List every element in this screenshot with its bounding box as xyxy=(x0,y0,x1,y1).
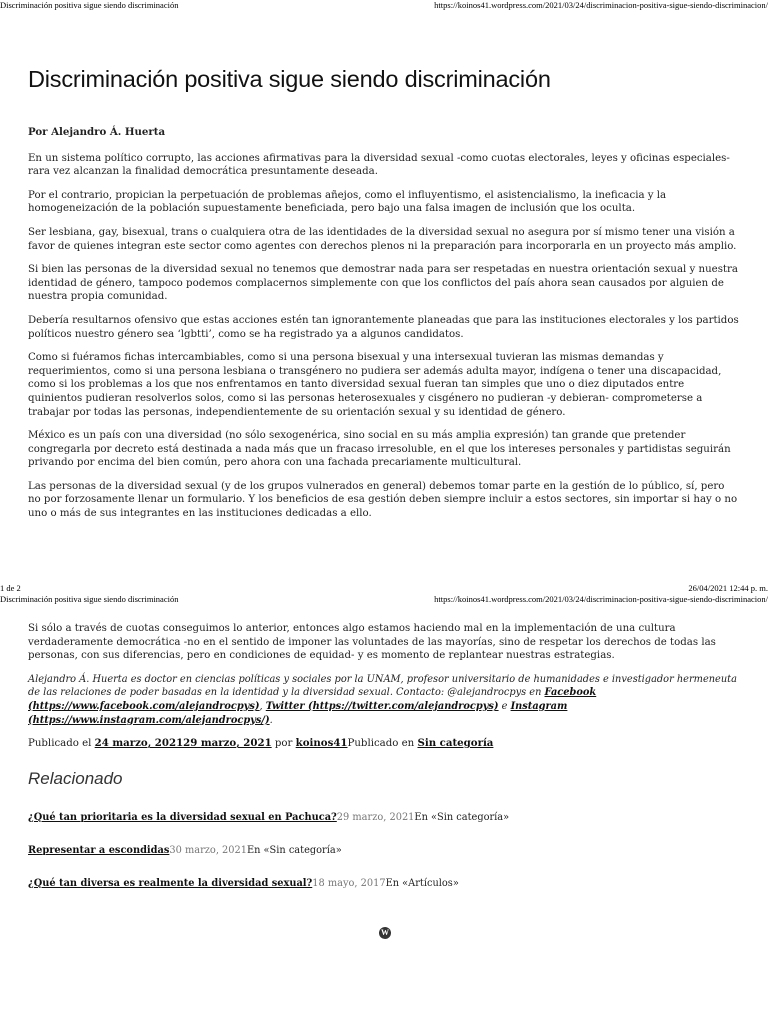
related-item-date: 18 mayo, 2017 xyxy=(312,877,386,889)
author-bio xyxy=(28,673,740,727)
category-prefix: Publicado en xyxy=(347,738,418,750)
related-item-category: En «Artículos» xyxy=(385,877,459,889)
published-prefix: Publicado el xyxy=(28,738,95,750)
article-body-page1 xyxy=(28,126,740,531)
related-item xyxy=(28,811,740,824)
bio-text: Alejandro Á. Huerta es doctor en ciencias políticas y sociales por la UNAM, profesor universitario de humanidades e investigador hermeneuta de las relaciones de poder basadas en la identidad y la diversidad sexual. Contacto: @alejandrocpys en xyxy=(28,673,737,699)
related-item xyxy=(28,844,740,857)
related-item xyxy=(28,877,740,890)
print-header-url: https://koinos41.wordpress.com/2021/03/24/discriminacion-positiva-sigue-siendo-discriminacion/ xyxy=(434,594,768,604)
paragraph-6: Como si fuéramos fichas intercambiables, como si una persona bisexual y una intersexual tuvieran las mismas demandas y requerimientos, como si una persona lesbiana o transgénero no pudiera ser además adulta mayor, indígena o tener una discapacidad, como si los problemas a los que nos enfrentamos en tanto diversidad sexual fueran tan simples que uno o diez diputados entre quinientos pudieran resolverlos solos, como si las personas heterosexuales y cisgénero no pudieran -y debieran- comprometerse a trabajar por todas las personas, independientemente de su orientación sexual y su identidad de género. xyxy=(28,352,722,418)
related-item-category: En «Sin categoría» xyxy=(414,811,510,823)
category-link[interactable]: Sin categoría xyxy=(417,737,494,750)
bio-separator: , xyxy=(259,700,266,712)
bio-end: . xyxy=(269,714,273,726)
instagram-link[interactable]: Instagram (https://www.instagram.com/alejandrocpys/) xyxy=(28,700,568,726)
print-datetime: 26/04/2021 12:44 p. m. xyxy=(688,583,768,593)
paragraph-1: En un sistema político corrupto, las acciones afirmativas para la diversidad sexual -como cuotas electorales, leyes y oficinas especiales- rara vez alcanzan la finalidad democrática presuntamente deseada. xyxy=(28,152,730,178)
related-item-date: 30 marzo, 2021 xyxy=(169,844,247,856)
paragraph-9: Si sólo a través de cuotas conseguimos lo anterior, entonces algo estamos haciendo mal en la implementación de una cultura verdaderamente democrática -no en el sentido de imponer las voluntades de las mayorías, sino de respetar los derechos de todas las personas, con sus diferencias, pero en condiciones de equidad- y es momento de replantear nuestras estrategias. xyxy=(28,623,716,662)
wordpress-icon[interactable]: W xyxy=(381,928,389,937)
print-header-title: Discriminación positiva sigue siendo discriminación xyxy=(0,0,179,10)
print-header-url: https://koinos41.wordpress.com/2021/03/24/discriminacion-positiva-sigue-siendo-discriminacion/ xyxy=(434,0,768,10)
article-title: Discriminación positiva sigue siendo discriminación xyxy=(28,66,551,92)
article-author: Por Alejandro Á. Huerta xyxy=(28,126,166,138)
paragraph-3: Ser lesbiana, gay, bisexual, trans o cualquiera otra de las identidades de la diversidad sexual no asegura por sí mismo tener una visión a favor de quienes integran este sector como agentes con derechos plenos ni la preparación para incorporarla en un proyecto más amplio. xyxy=(28,226,737,252)
post-date-link[interactable]: 24 marzo, 202129 marzo, 2021 xyxy=(94,737,272,750)
post-meta xyxy=(28,737,740,751)
paragraph-5: Debería resultarnos ofensivo que estas acciones estén tan ignorantemente planeadas que para las instituciones electorales y los partidos políticos nuestro género sea ‘lgbtti’, como se ha registrado ya a algunos candidatos. xyxy=(28,314,739,340)
by-text: por xyxy=(271,738,296,750)
bio-separator: e xyxy=(498,700,511,712)
related-item-title[interactable]: ¿Qué tan prioritaria es la diversidad sexual en Pachuca? xyxy=(28,811,337,823)
related-heading: Relacionado xyxy=(28,768,123,788)
print-page-number: 1 de 2 xyxy=(0,583,21,593)
paragraph-4: Si bien las personas de la diversidad sexual no tenemos que demostrar nada para ser respetadas en nuestra orientación sexual y nuestra identidad de género, tampoco podemos complacernos simplemente con que los conflictos del país ahora sean causados por alguien de nuestra propia comunidad. xyxy=(28,264,738,303)
article-body-page2 xyxy=(28,622,740,910)
related-item-title[interactable]: Representar a escondidas xyxy=(28,844,170,856)
paragraph-8: Las personas de la diversidad sexual (y de los grupos vulnerados en general) debemos tomar parte en la gestión de lo público, sí, pero no por forzosamente llenar un formulario. Y los beneficios de esa gestión deben siempre incluir a estos sectores, sin importar si hay o no uno o más de sus integrantes en las instituciones dedicadas a ello. xyxy=(28,480,738,520)
paragraph-7: México es un país con una diversidad (no sólo sexogenérica, sino social en su más amplia expresión) tan grande que pretender congregarla por decreto está destinada a nada más que un fracaso irresoluble, en el que los intereses personales y partidistas seguirán privando por encima del bien común, pero ahora con una fachada precariamente multicultural. xyxy=(28,430,731,469)
related-item-category: En «Sin categoría» xyxy=(246,844,342,856)
print-header-title: Discriminación positiva sigue siendo discriminación xyxy=(0,594,179,604)
facebook-link[interactable]: Facebook (https://www.facebook.com/alejandrocpys) xyxy=(28,687,597,712)
twitter-link[interactable]: Twitter (https://twitter.com/alejandrocpys) xyxy=(265,700,499,712)
related-item-date: 29 marzo, 2021 xyxy=(336,811,415,823)
author-link[interactable]: koinos41 xyxy=(295,737,348,750)
related-item-title[interactable]: ¿Qué tan diversa es realmente la diversidad sexual? xyxy=(28,877,313,889)
paragraph-2: Por el contrario, propician la perpetuación de problemas añejos, como el influyentismo, el asistencialismo, la ineficacia y la homogeneización de la población supuestamente beneficiada, pero bajo una falsa imagen de inclusión que los oculta. xyxy=(28,189,667,215)
